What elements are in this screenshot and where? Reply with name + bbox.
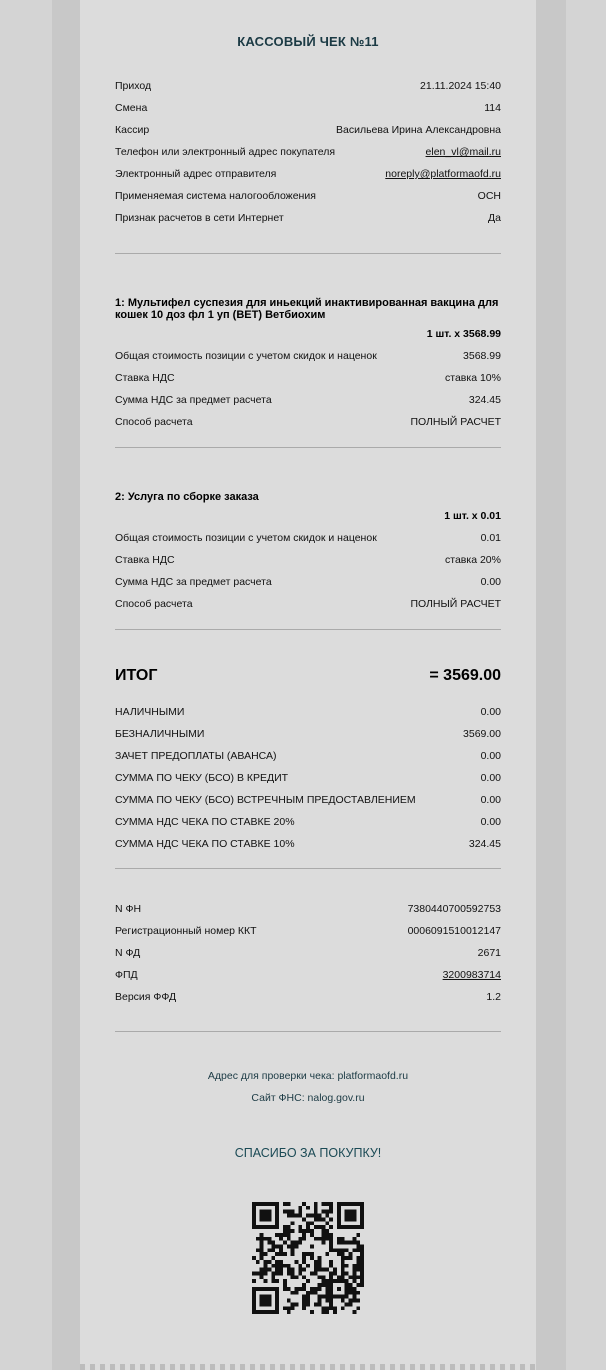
fiscal-row-fd [115,947,501,969]
divider [115,1031,501,1032]
total-label: ИТОГ [115,667,158,684]
payment-row-vat10 [115,838,501,860]
payment-row-counter [115,794,501,816]
row-label: N ФД [115,947,141,959]
row-value: ОСН [477,190,501,202]
thanks-message: СПАСИБО ЗА ПОКУПКУ! [234,1146,382,1160]
row-value: 0.00 [480,772,501,784]
fiscal-row-ffd-version [115,991,501,1013]
row-value: ставка 10% [445,372,501,384]
row-value: 0.00 [480,576,501,588]
buyer-email-link[interactable]: elen_vl@mail.ru [425,146,501,158]
header-row-tax-system [115,190,501,212]
row-value: ПОЛНЫЙ РАСЧЕТ [410,416,501,428]
row-label: Общая стоимость позиции с учетом скидок и наценок [115,350,377,362]
row-label: Способ расчета [115,598,193,610]
row-value: 324.45 [468,838,501,850]
row-value: Да [488,212,501,224]
row-label: НАЛИЧНЫМИ [115,706,185,718]
item-row-vat-rate [115,372,501,394]
divider [115,868,501,869]
item-row-payment-method [115,416,501,438]
row-label: Электронный адрес отправителя [115,168,277,180]
row-label: СУММА НДС ЧЕКА ПО СТАВКЕ 20% [115,816,295,828]
header-row-internet [115,212,501,234]
row-value: 324.45 [468,394,501,406]
header-row-sender-email [115,168,501,190]
item-row-total-cost [115,532,501,554]
row-label: N ФН [115,903,142,915]
item-title: 1: Мультифел суспезия для иньекций инактивированная вакцина для кошек 10 доз фл 1 уп (ВЕТ) Ветбиохим [115,297,499,321]
item-row-vat-rate [115,554,501,576]
payment-row-cashless [115,728,501,750]
fpd-link[interactable]: 3200983714 [442,969,501,981]
row-value: 0.00 [480,794,501,806]
row-label: Общая стоимость позиции с учетом скидок и наценок [115,532,377,544]
row-label: Сумма НДС за предмет расчета [115,576,272,588]
payment-row-prepayment [115,750,501,772]
item-quantity: 1 шт. x 0.01 [444,510,501,522]
row-value: 7380440700592753 [407,903,501,915]
row-label: БЕЗНАЛИЧНЫМИ [115,728,205,740]
row-value: ПОЛНЫЙ РАСЧЕТ [410,598,501,610]
qr-code-icon [252,1202,364,1314]
header-section [115,80,501,234]
header-row-income [115,80,501,102]
sender-email-link[interactable]: noreply@platformaofd.ru [385,168,501,180]
row-value: Васильева Ирина Александровна [335,124,501,136]
row-label: Кассир [115,124,150,136]
row-value: 2671 [477,947,501,959]
header-row-cashier [115,124,501,146]
payment-row-vat20 [115,816,501,838]
fiscal-section [115,903,501,1013]
fiscal-row-kkt [115,925,501,947]
item-title: 2: Услуга по сборке заказа [115,491,259,503]
row-label: СУММА ПО ЧЕКУ (БСО) ВСТРЕЧНЫМ ПРЕДОСТАВЛЕНИЕМ [115,794,416,806]
receipt-torn-edge [80,1364,536,1370]
row-label: Приход [115,80,152,92]
row-value: 0.01 [480,532,501,544]
fiscal-row-fn [115,903,501,925]
row-label: Версия ФФД [115,991,177,1003]
divider [115,447,501,448]
payment-section [115,706,501,860]
row-label: Телефон или электронный адрес покупателя [115,146,336,158]
item-2 [115,491,501,620]
payment-row-credit [115,772,501,794]
payment-row-cash [115,706,501,728]
row-label: Ставка НДС [115,554,175,566]
row-label: СУММА ПО ЧЕКУ (БСО) В КРЕДИТ [115,772,289,784]
header-row-shift [115,102,501,124]
row-label: Применяемая система налогообложения [115,190,316,202]
total-row [115,667,501,685]
row-label: Ставка НДС [115,372,175,384]
row-value: 0.00 [480,816,501,828]
row-label: Способ расчета [115,416,193,428]
row-label: Смена [115,102,148,114]
row-value: 0.00 [480,750,501,762]
item-quantity: 1 шт. x 3568.99 [426,328,501,340]
check-address: Адрес для проверки чека: platformaofd.ru [207,1070,409,1082]
row-label: Сумма НДС за предмет расчета [115,394,272,406]
item-row-payment-method [115,598,501,620]
row-value: 21.11.2024 15:40 [420,80,501,92]
fns-site: Сайт ФНС: nalog.gov.ru [251,1092,365,1104]
row-label: Признак расчетов в сети Интернет [115,212,284,224]
divider [115,253,501,254]
row-value: 114 [484,102,501,114]
row-value: 0.00 [480,706,501,718]
row-label: ЗАЧЕТ ПРЕДОПЛАТЫ (АВАНСА) [115,750,277,762]
header-row-buyer-contact [115,146,501,168]
item-1 [115,297,501,438]
row-label: ФПД [115,969,138,981]
row-value: 0006091510012147 [407,925,501,937]
fiscal-row-fpd [115,969,501,991]
row-value: 3568.99 [463,350,501,362]
item-row-total-cost [115,350,501,372]
row-label: СУММА НДС ЧЕКА ПО СТАВКЕ 10% [115,838,295,850]
divider [115,629,501,630]
receipt-title: КАССОВЫЙ ЧЕК №11 [237,34,379,49]
row-value: 3569.00 [463,728,501,740]
row-label: Регистрационный номер ККТ [115,925,257,937]
total-value: = 3569.00 [429,667,501,684]
row-value: 1.2 [486,991,501,1003]
receipt [80,0,536,1370]
row-value: ставка 20% [445,554,501,566]
item-row-vat-sum [115,576,501,598]
item-row-vat-sum [115,394,501,416]
